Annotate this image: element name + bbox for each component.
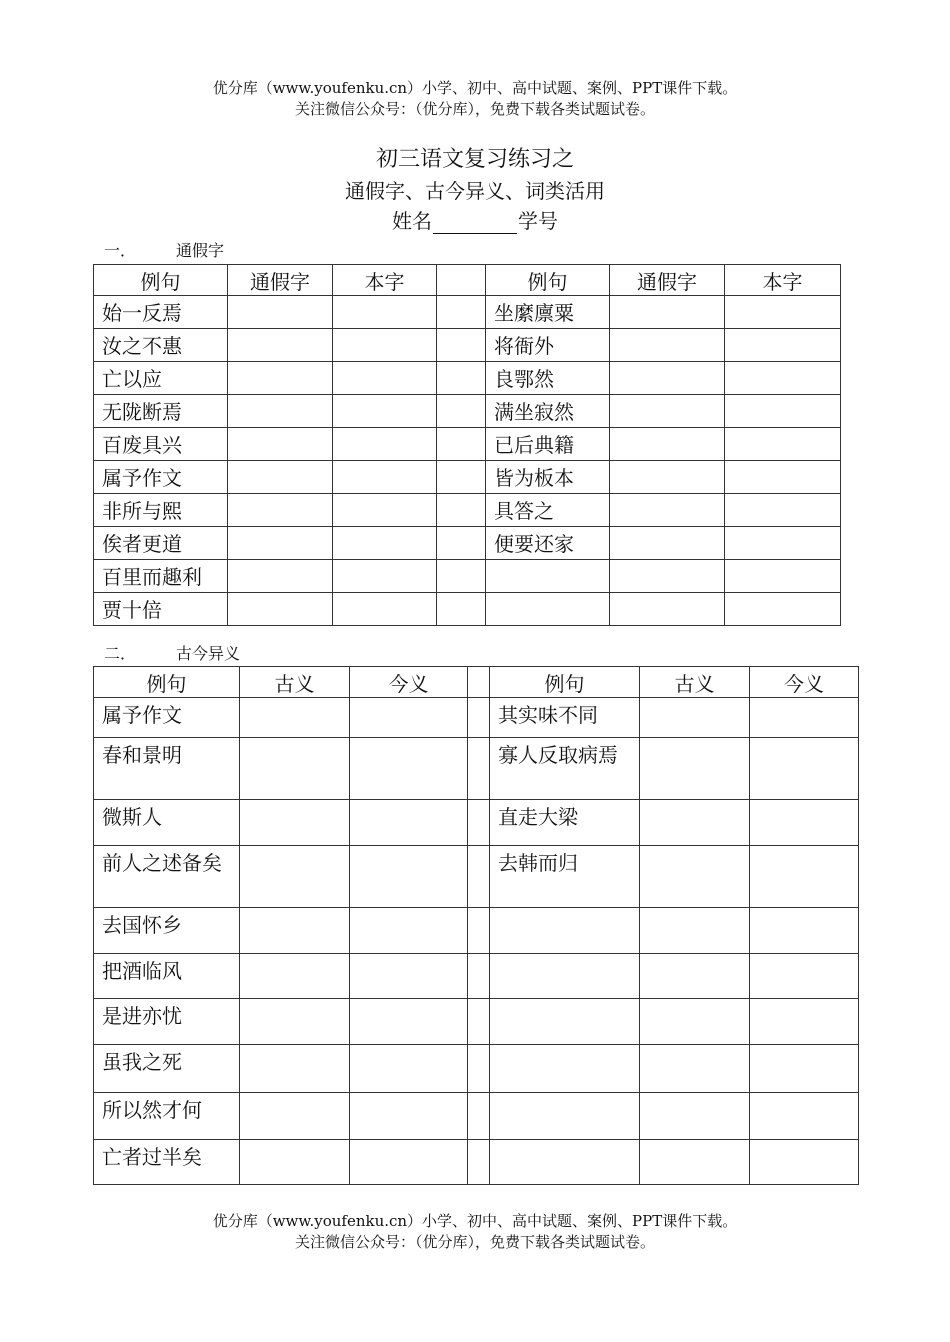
gujin-answer-cell[interactable] bbox=[640, 954, 750, 999]
tongjia-row bbox=[94, 527, 841, 560]
tongjia-spacer-cell bbox=[437, 593, 486, 626]
gujin-column-header: 例句 bbox=[490, 667, 640, 698]
gujin-answer-cell[interactable] bbox=[240, 1093, 350, 1140]
student-info-line bbox=[0, 205, 950, 234]
tongjia-answer-cell[interactable] bbox=[610, 461, 725, 494]
gujin-answer-cell[interactable] bbox=[640, 846, 750, 908]
gujin-row bbox=[94, 846, 859, 908]
gujin-example-cell bbox=[490, 1045, 640, 1093]
gujin-example-cell: 去韩而归 bbox=[490, 846, 640, 908]
gujin-answer-cell[interactable] bbox=[240, 800, 350, 846]
tongjia-example-cell: 将衙外 bbox=[486, 329, 610, 362]
gujin-answer-cell[interactable] bbox=[640, 999, 750, 1045]
gujin-answer-cell[interactable] bbox=[750, 999, 859, 1045]
section-1-heading bbox=[104, 238, 224, 261]
tongjia-example-cell: 满坐寂然 bbox=[486, 395, 610, 428]
tongjia-row bbox=[94, 296, 841, 329]
tongjia-column-header: 例句 bbox=[486, 265, 610, 296]
tongjia-example-cell: 始一反焉 bbox=[94, 296, 228, 329]
gujin-column-header: 今义 bbox=[750, 667, 859, 698]
tongjia-answer-cell[interactable] bbox=[610, 395, 725, 428]
gujin-example-cell: 直走大梁 bbox=[490, 800, 640, 846]
gujin-header-row bbox=[94, 667, 859, 698]
tongjia-spacer-cell bbox=[437, 362, 486, 395]
page-title: 初三语文复习练习之 bbox=[375, 147, 574, 172]
tongjia-example-cell: 百里而趣利 bbox=[94, 560, 228, 593]
gujin-answer-cell[interactable] bbox=[750, 846, 859, 908]
tongjia-spacer-cell bbox=[437, 527, 486, 560]
section-1-label: 通假字 bbox=[176, 241, 225, 260]
gujin-answer-cell[interactable] bbox=[750, 1093, 859, 1140]
gujin-answer-cell[interactable] bbox=[640, 908, 750, 954]
tongjia-answer-cell[interactable] bbox=[333, 593, 437, 626]
gujin-example-cell: 寡人反取病焉 bbox=[490, 738, 640, 800]
tongjia-column-header: 本字 bbox=[725, 265, 841, 296]
gujin-row bbox=[94, 1045, 859, 1093]
tongjia-answer-cell[interactable] bbox=[228, 593, 333, 626]
tongjia-answer-cell[interactable] bbox=[725, 395, 841, 428]
gujin-column-header: 古义 bbox=[240, 667, 350, 698]
gujin-example-cell: 把酒临风 bbox=[94, 954, 240, 999]
gujin-answer-cell[interactable] bbox=[640, 698, 750, 738]
tongjia-example-cell: 俟者更道 bbox=[94, 527, 228, 560]
gujin-example-cell: 其实味不同 bbox=[490, 698, 640, 738]
tongjia-answer-cell[interactable] bbox=[610, 329, 725, 362]
id-label: 学号 bbox=[518, 209, 558, 233]
name-blank[interactable] bbox=[433, 213, 517, 234]
tongjia-row bbox=[94, 461, 841, 494]
gujin-answer-cell[interactable] bbox=[240, 738, 350, 800]
tongjia-answer-cell[interactable] bbox=[725, 461, 841, 494]
tongjia-answer-cell[interactable] bbox=[333, 560, 437, 593]
tongjia-answer-cell[interactable] bbox=[610, 428, 725, 461]
gujin-answer-cell[interactable] bbox=[350, 1093, 468, 1140]
footer-line-1: 优分库（www.youfenku.cn）小学、初中、高中试题、案例、PPT课件下载。 bbox=[212, 1212, 738, 1230]
gujin-example-cell: 所以然才何 bbox=[94, 1093, 240, 1140]
gujin-answer-cell[interactable] bbox=[750, 908, 859, 954]
gujin-answer-cell[interactable] bbox=[240, 999, 350, 1045]
tongjia-spacer-cell bbox=[437, 494, 486, 527]
tongjia-row bbox=[94, 428, 841, 461]
tongjia-spacer-cell bbox=[437, 428, 486, 461]
tongjia-header-row bbox=[94, 265, 841, 296]
header-line-2: 关注微信公众号：（优分库），免费下载各类试题试卷。 bbox=[294, 100, 655, 118]
gujin-answer-cell[interactable] bbox=[240, 1140, 350, 1185]
section-2-number: 二． bbox=[104, 644, 137, 663]
tongjia-answer-cell[interactable] bbox=[725, 494, 841, 527]
tongjia-answer-cell[interactable] bbox=[610, 593, 725, 626]
section-2-label: 古今异义 bbox=[176, 644, 241, 663]
tongjia-answer-cell[interactable] bbox=[228, 428, 333, 461]
tongjia-example-cell: 便要还家 bbox=[486, 527, 610, 560]
tongjia-column-header: 通假字 bbox=[228, 265, 333, 296]
gujin-row bbox=[94, 800, 859, 846]
gujin-example-cell: 亡者过半矣 bbox=[94, 1140, 240, 1185]
gujin-answer-cell[interactable] bbox=[240, 698, 350, 738]
tongjia-answer-cell[interactable] bbox=[228, 560, 333, 593]
gujin-example-cell: 微斯人 bbox=[94, 800, 240, 846]
gujin-spacer-cell bbox=[468, 954, 490, 999]
tongjia-answer-cell[interactable] bbox=[228, 362, 333, 395]
gujin-answer-cell[interactable] bbox=[350, 908, 468, 954]
tongjia-answer-cell[interactable] bbox=[725, 296, 841, 329]
tongjia-example-cell bbox=[486, 560, 610, 593]
tongjia-answer-cell[interactable] bbox=[725, 527, 841, 560]
tongjia-answer-cell[interactable] bbox=[610, 296, 725, 329]
gujin-example-cell: 前人之述备矣 bbox=[94, 846, 240, 908]
gujin-example-cell bbox=[490, 1093, 640, 1140]
gujin-answer-cell[interactable] bbox=[640, 800, 750, 846]
gujin-answer-cell[interactable] bbox=[240, 908, 350, 954]
tongjia-column-header: 例句 bbox=[94, 265, 228, 296]
gujin-answer-cell[interactable] bbox=[240, 954, 350, 999]
gujin-example-cell bbox=[490, 1140, 640, 1185]
page-header bbox=[0, 78, 950, 120]
gujin-answer-cell[interactable] bbox=[750, 800, 859, 846]
tongjia-answer-cell[interactable] bbox=[610, 527, 725, 560]
tongjia-answer-cell[interactable] bbox=[725, 329, 841, 362]
gujin-answer-cell[interactable] bbox=[350, 800, 468, 846]
tongjia-answer-cell[interactable] bbox=[333, 461, 437, 494]
tongjia-example-cell: 百废具兴 bbox=[94, 428, 228, 461]
tongjia-row bbox=[94, 362, 841, 395]
tongjia-example-cell: 亡以应 bbox=[94, 362, 228, 395]
tongjia-answer-cell[interactable] bbox=[610, 362, 725, 395]
footer-line-2: 关注微信公众号：（优分库），免费下载各类试题试卷。 bbox=[294, 1233, 655, 1251]
gujin-answer-cell[interactable] bbox=[750, 698, 859, 738]
gujin-spacer-cell bbox=[468, 908, 490, 954]
name-label: 姓名 bbox=[392, 209, 432, 233]
tongjia-example-cell: 非所与熙 bbox=[94, 494, 228, 527]
tongjia-answer-cell[interactable] bbox=[333, 329, 437, 362]
tongjia-example-cell: 良鄂然 bbox=[486, 362, 610, 395]
section-1-number: 一． bbox=[104, 241, 137, 260]
tongjia-answer-cell[interactable] bbox=[228, 461, 333, 494]
tongjia-example-cell: 具答之 bbox=[486, 494, 610, 527]
tongjia-row bbox=[94, 329, 841, 362]
tongjia-answer-cell[interactable] bbox=[610, 560, 725, 593]
tongjia-answer-cell[interactable] bbox=[333, 527, 437, 560]
gujin-table bbox=[93, 666, 859, 1185]
tongjia-answer-cell[interactable] bbox=[610, 494, 725, 527]
gujin-answer-cell[interactable] bbox=[350, 846, 468, 908]
gujin-answer-cell[interactable] bbox=[240, 1045, 350, 1093]
gujin-example-cell bbox=[490, 999, 640, 1045]
tongjia-example-cell: 坐縻廪粟 bbox=[486, 296, 610, 329]
tongjia-example-cell: 汝之不惠 bbox=[94, 329, 228, 362]
gujin-answer-cell[interactable] bbox=[350, 738, 468, 800]
gujin-spacer-header bbox=[468, 667, 490, 698]
tongjia-row bbox=[94, 560, 841, 593]
tongjia-answer-cell[interactable] bbox=[725, 593, 841, 626]
gujin-example-cell bbox=[490, 954, 640, 999]
gujin-answer-cell[interactable] bbox=[750, 954, 859, 999]
gujin-spacer-cell bbox=[468, 1093, 490, 1140]
gujin-answer-cell[interactable] bbox=[350, 999, 468, 1045]
tongjia-answer-cell[interactable] bbox=[228, 296, 333, 329]
gujin-row bbox=[94, 738, 859, 800]
tongjia-table bbox=[93, 264, 841, 626]
tongjia-answer-cell[interactable] bbox=[228, 494, 333, 527]
gujin-answer-cell[interactable] bbox=[640, 738, 750, 800]
tongjia-example-cell: 皆为板本 bbox=[486, 461, 610, 494]
tongjia-spacer-cell bbox=[437, 329, 486, 362]
tongjia-row bbox=[94, 395, 841, 428]
tongjia-spacer-cell bbox=[437, 395, 486, 428]
gujin-row bbox=[94, 698, 859, 738]
section-2-heading bbox=[104, 641, 240, 664]
gujin-answer-cell[interactable] bbox=[350, 1045, 468, 1093]
gujin-spacer-cell bbox=[468, 1140, 490, 1185]
gujin-example-cell bbox=[490, 908, 640, 954]
header-line-1: 优分库（www.youfenku.cn）小学、初中、高中试题、案例、PPT课件下载。 bbox=[212, 79, 738, 97]
tongjia-answer-cell[interactable] bbox=[725, 560, 841, 593]
tongjia-spacer-cell bbox=[437, 461, 486, 494]
tongjia-example-cell: 已后典籍 bbox=[486, 428, 610, 461]
gujin-row bbox=[94, 999, 859, 1045]
gujin-spacer-cell bbox=[468, 846, 490, 908]
tongjia-example-cell: 贾十倍 bbox=[94, 593, 228, 626]
gujin-example-cell: 属予作文 bbox=[94, 698, 240, 738]
tongjia-column-header: 通假字 bbox=[610, 265, 725, 296]
gujin-answer-cell[interactable] bbox=[350, 954, 468, 999]
gujin-column-header: 例句 bbox=[94, 667, 240, 698]
tongjia-example-cell: 属予作文 bbox=[94, 461, 228, 494]
tongjia-answer-cell[interactable] bbox=[228, 395, 333, 428]
tongjia-answer-cell[interactable] bbox=[228, 527, 333, 560]
tongjia-example-cell bbox=[486, 593, 610, 626]
gujin-answer-cell[interactable] bbox=[350, 698, 468, 738]
gujin-answer-cell[interactable] bbox=[350, 1140, 468, 1185]
tongjia-spacer-cell bbox=[437, 296, 486, 329]
gujin-answer-cell[interactable] bbox=[240, 846, 350, 908]
tongjia-answer-cell[interactable] bbox=[725, 362, 841, 395]
gujin-answer-cell[interactable] bbox=[750, 738, 859, 800]
gujin-spacer-cell bbox=[468, 698, 490, 738]
gujin-spacer-cell bbox=[468, 800, 490, 846]
gujin-row bbox=[94, 1093, 859, 1140]
gujin-row bbox=[94, 1140, 859, 1185]
gujin-answer-cell[interactable] bbox=[640, 1140, 750, 1185]
gujin-row bbox=[94, 908, 859, 954]
tongjia-answer-cell[interactable] bbox=[333, 362, 437, 395]
gujin-spacer-cell bbox=[468, 738, 490, 800]
tongjia-answer-cell[interactable] bbox=[228, 329, 333, 362]
tongjia-answer-cell[interactable] bbox=[333, 296, 437, 329]
tongjia-row bbox=[94, 593, 841, 626]
tongjia-row bbox=[94, 494, 841, 527]
gujin-row bbox=[94, 954, 859, 999]
tongjia-spacer-header bbox=[437, 265, 486, 296]
gujin-example-cell: 春和景明 bbox=[94, 738, 240, 800]
gujin-spacer-cell bbox=[468, 999, 490, 1045]
tongjia-answer-cell[interactable] bbox=[333, 395, 437, 428]
gujin-answer-cell[interactable] bbox=[640, 1093, 750, 1140]
gujin-example-cell: 虽我之死 bbox=[94, 1045, 240, 1093]
gujin-column-header: 今义 bbox=[350, 667, 468, 698]
gujin-answer-cell[interactable] bbox=[640, 1045, 750, 1093]
gujin-spacer-cell bbox=[468, 1045, 490, 1093]
tongjia-answer-cell[interactable] bbox=[333, 494, 437, 527]
tongjia-column-header: 本字 bbox=[333, 265, 437, 296]
page-subtitle: 通假字、古今异义、词类活用 bbox=[345, 179, 605, 203]
gujin-column-header: 古义 bbox=[640, 667, 750, 698]
page-footer bbox=[0, 1211, 950, 1253]
gujin-answer-cell[interactable] bbox=[750, 1045, 859, 1093]
tongjia-spacer-cell bbox=[437, 560, 486, 593]
gujin-example-cell: 是进亦忧 bbox=[94, 999, 240, 1045]
gujin-example-cell: 去国怀乡 bbox=[94, 908, 240, 954]
gujin-answer-cell[interactable] bbox=[750, 1140, 859, 1185]
tongjia-answer-cell[interactable] bbox=[333, 428, 437, 461]
tongjia-answer-cell[interactable] bbox=[725, 428, 841, 461]
tongjia-example-cell: 无陇断焉 bbox=[94, 395, 228, 428]
